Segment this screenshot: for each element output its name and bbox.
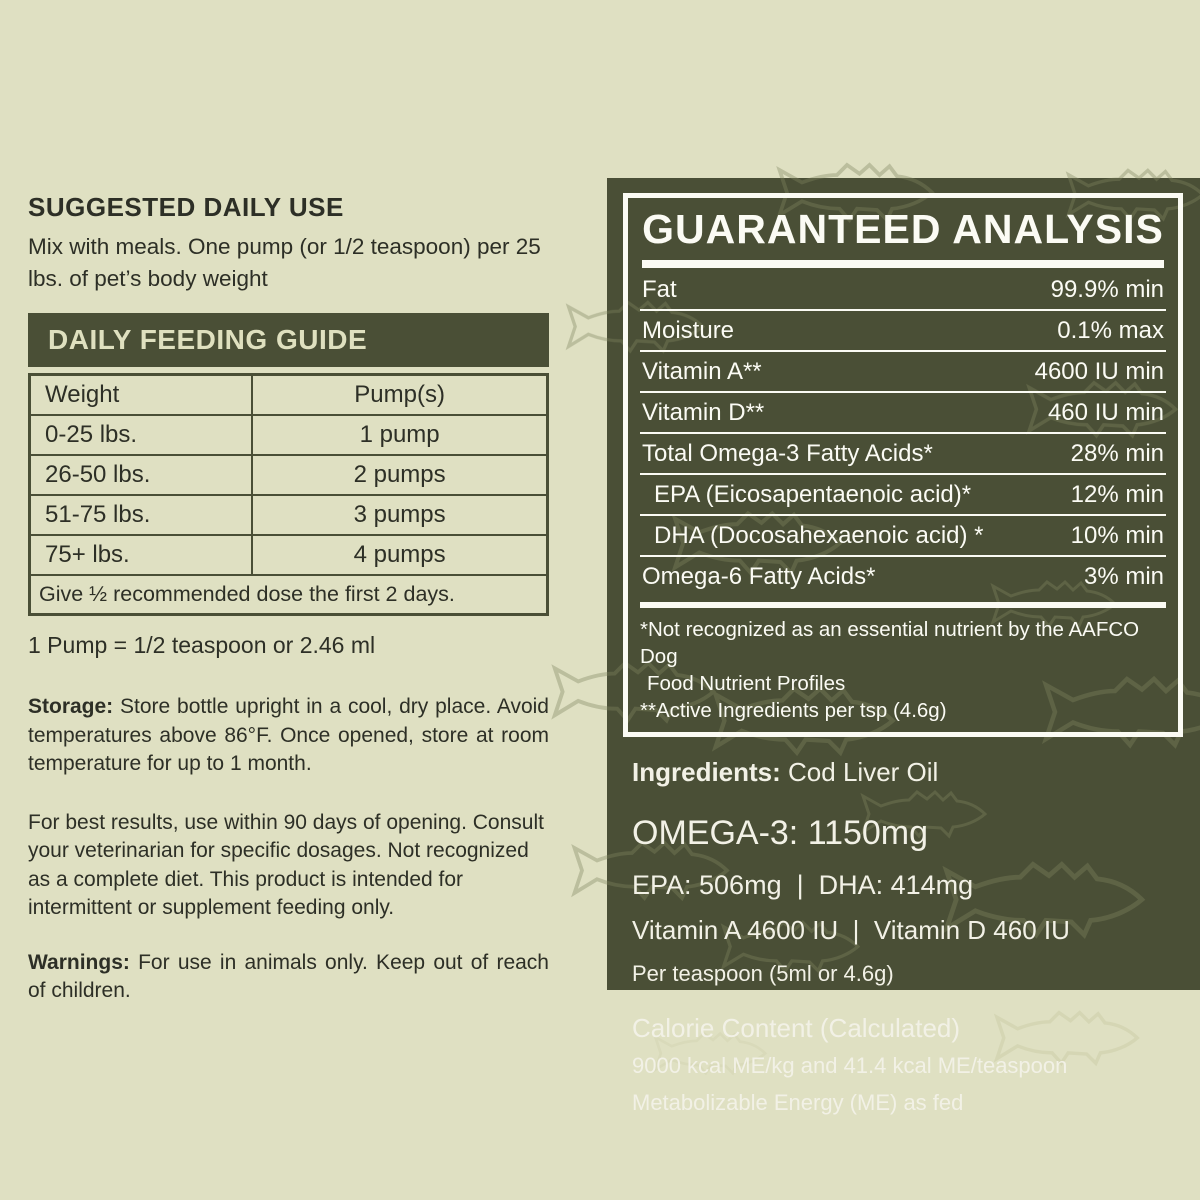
pumps-cell: 2 pumps (252, 455, 547, 495)
ingredients-value: Cod Liver Oil (788, 757, 939, 787)
analysis-row (640, 434, 1166, 475)
table-header-row (30, 375, 548, 416)
weight-cell: 51-75 lbs. (30, 495, 253, 535)
table-footnote: Give ½ recommended dose the first 2 days. (30, 575, 548, 615)
nutrient-label: Fat (642, 276, 677, 303)
nutrient-value: 0.1% max (1057, 317, 1164, 344)
weight-cell: 0-25 lbs. (30, 415, 253, 455)
vitamin-amounts: Vitamin A 4600 IU | Vitamin D 460 IU (632, 915, 1070, 945)
footnote-line: *Not recognized as an essential nutrient by the AAFCO Dog (640, 618, 1140, 668)
nutrient-value: 3% min (1083, 563, 1164, 590)
table-row (30, 535, 548, 575)
epa-dha-amounts: EPA: 506mg | DHA: 414mg (632, 870, 974, 900)
footnote-divider-bar (640, 602, 1166, 608)
nutrient-label: Vitamin D** (642, 399, 765, 426)
analysis-row (640, 352, 1166, 393)
calorie-content-title: Calorie Content (Calculated) (632, 1013, 961, 1043)
nutrient-label: Moisture (642, 317, 735, 344)
nutrient-value: 4600 IU min (1034, 358, 1164, 385)
analysis-row (640, 311, 1166, 352)
warnings-paragraph (28, 949, 549, 1006)
suggested-daily-use-text: Mix with meals. One pump (or 1/2 teaspoon) per 25 lbs. of pet’s body weight (28, 234, 541, 291)
nutrient-value: 99.9% min (1050, 276, 1164, 303)
guaranteed-analysis-box (623, 193, 1183, 737)
guaranteed-analysis-title: GUARANTEED ANALYSIS (642, 206, 1164, 252)
nutrient-label: Vitamin A** (642, 358, 762, 385)
weight-cell: 75+ lbs. (30, 535, 253, 575)
best-results-paragraph: For best results, use within 90 days of opening. Consult your veterinarian for specific dosages. Not recognized as a complete diet. This product is intended for intermittent or supplement feeding only. (28, 810, 544, 919)
feeding-guide-header: DAILY FEEDING GUIDE (28, 313, 549, 367)
usage-section (28, 192, 549, 1027)
supplement-facts-section (607, 737, 1200, 1116)
storage-paragraph (28, 693, 549, 779)
suggested-daily-use-title: SUGGESTED DAILY USE (28, 192, 344, 222)
footnote-line: **Active Ingredients per tsp (4.6g) (640, 699, 947, 722)
table-footnote-row (30, 575, 548, 615)
analysis-row (640, 516, 1166, 557)
per-teaspoon-note: Per teaspoon (5ml or 4.6g) (632, 961, 894, 986)
nutrient-value: 460 IU min (1047, 399, 1164, 426)
column-header-weight: Weight (30, 375, 253, 416)
nutrient-label: EPA (Eicosapentaenoic acid)* (654, 481, 972, 508)
column-header-pumps: Pump(s) (252, 375, 547, 416)
analysis-footnotes (640, 616, 1166, 724)
nutrient-label: DHA (Docosahexaenoic acid) * (654, 522, 984, 549)
table-row (30, 455, 548, 495)
weight-cell: 26-50 lbs. (30, 455, 253, 495)
omega3-total: OMEGA-3: 1150mg (632, 814, 929, 852)
table-row (30, 415, 548, 455)
warnings-label: Warnings: (28, 950, 130, 974)
nutrient-label: Omega-6 Fatty Acids* (642, 563, 876, 590)
warnings-text: For use in animals only. Keep out of reach of children. (28, 950, 549, 1002)
guaranteed-analysis-panel (607, 178, 1200, 1115)
analysis-row (640, 475, 1166, 516)
table-row (30, 495, 548, 535)
analysis-row (640, 270, 1166, 311)
footnote-line: Food Nutrient Profiles (647, 672, 846, 695)
ingredients-label: Ingredients: (632, 757, 781, 787)
feeding-guide-table (28, 373, 549, 616)
title-divider-bar (642, 260, 1164, 268)
nutrient-value: 28% min (1070, 440, 1164, 467)
pump-equivalence-note: 1 Pump = 1/2 teaspoon or 2.46 ml (28, 632, 376, 658)
nutrient-value: 12% min (1070, 481, 1164, 508)
pumps-cell: 1 pump (252, 415, 547, 455)
ingredients-line (632, 757, 1184, 788)
analysis-row (640, 393, 1166, 434)
calorie-content-values: 9000 kcal ME/kg and 41.4 kcal ME/teaspoon (632, 1053, 1068, 1078)
storage-text: Store bottle upright in a cool, dry place. Avoid temperatures above 86°F. Once opened, store at room temperature for up to 1 month. (28, 695, 549, 775)
pumps-cell: 4 pumps (252, 535, 547, 575)
nutrient-value: 10% min (1070, 522, 1164, 549)
pumps-cell: 3 pumps (252, 495, 547, 535)
nutrient-label: Total Omega-3 Fatty Acids* (642, 440, 933, 467)
storage-label: Storage: (28, 695, 114, 718)
analysis-row (640, 557, 1166, 596)
metabolizable-energy-note: Metabolizable Energy (ME) as fed (632, 1090, 964, 1115)
